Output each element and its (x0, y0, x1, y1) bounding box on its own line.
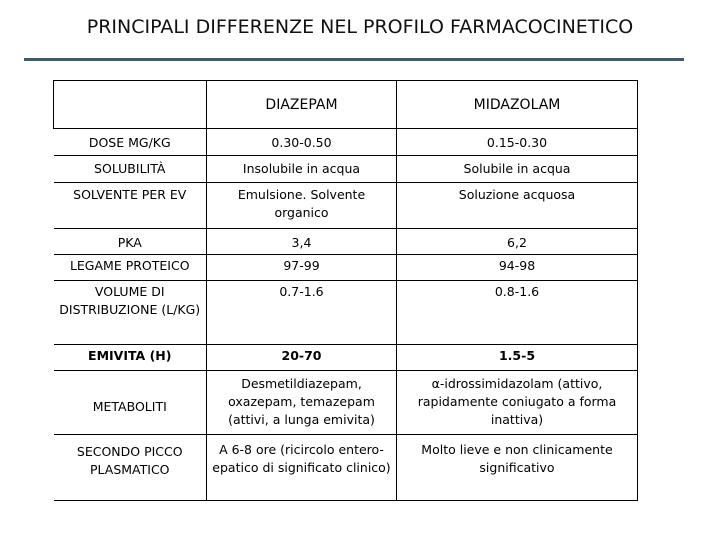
midazolam-cell: 0.15-0.30 (397, 129, 638, 156)
table-header-row (54, 81, 638, 129)
row-label: VOLUME DI DISTRIBUZIONE (L/KG) (54, 281, 207, 345)
diazepam-cell: 0.30-0.50 (207, 129, 397, 156)
diazepam-cell: Insolubile in acqua (207, 156, 397, 183)
row-label: DOSE MG/KG (54, 129, 207, 156)
row-label: PKA (54, 229, 207, 255)
row-label: SECONDO PICCO PLASMATICO (54, 435, 207, 501)
diazepam-cell: 97-99 (207, 255, 397, 281)
midazolam-cell: 1.5-5 (397, 345, 638, 371)
diazepam-cell: 0.7-1.6 (207, 281, 397, 345)
title-divider (24, 58, 684, 61)
row-label: METABOLITI (54, 371, 207, 435)
midazolam-cell: Soluzione acquosa (397, 183, 638, 229)
table-row (54, 371, 638, 435)
header-cell-midazolam: MIDAZOLAM (397, 81, 638, 129)
midazolam-cell: α-idrossimidazolam (attivo, rapidamente coniugato a forma inattiva) (397, 371, 638, 435)
row-label: LEGAME PROTEICO (54, 255, 207, 281)
table-row (54, 129, 638, 156)
midazolam-cell: 6,2 (397, 229, 638, 255)
midazolam-cell: 94-98 (397, 255, 638, 281)
table-row (54, 183, 638, 229)
diazepam-cell: A 6-8 ore (ricircolo entero-epatico di significato clinico) (207, 435, 397, 501)
diazepam-cell: Emulsione. Solvente organico (207, 183, 397, 229)
table-row (54, 229, 638, 255)
row-label: SOLVENTE PER EV (54, 183, 207, 229)
midazolam-cell: Solubile in acqua (397, 156, 638, 183)
midazolam-cell: 0.8-1.6 (397, 281, 638, 345)
diazepam-cell: Desmetildiazepam, oxazepam, temazepam (attivi, a lunga emivita) (207, 371, 397, 435)
table-row (54, 255, 638, 281)
row-label: EMIVITA (H) (54, 345, 207, 371)
page-title: PRINCIPALI DIFFERENZE NEL PROFILO FARMACOCINETICO (86, 16, 634, 38)
midazolam-cell: Molto lieve e non clinicamente significativo (397, 435, 638, 501)
diazepam-cell: 3,4 (207, 229, 397, 255)
comparison-table (53, 80, 638, 501)
table-row (54, 156, 638, 183)
table-row (54, 435, 638, 501)
header-cell-diazepam: DIAZEPAM (207, 81, 397, 129)
diazepam-cell: 20-70 (207, 345, 397, 371)
row-label: SOLUBILITÀ (54, 156, 207, 183)
table-row (54, 281, 638, 345)
header-cell-empty (54, 81, 207, 129)
table-row (54, 345, 638, 371)
